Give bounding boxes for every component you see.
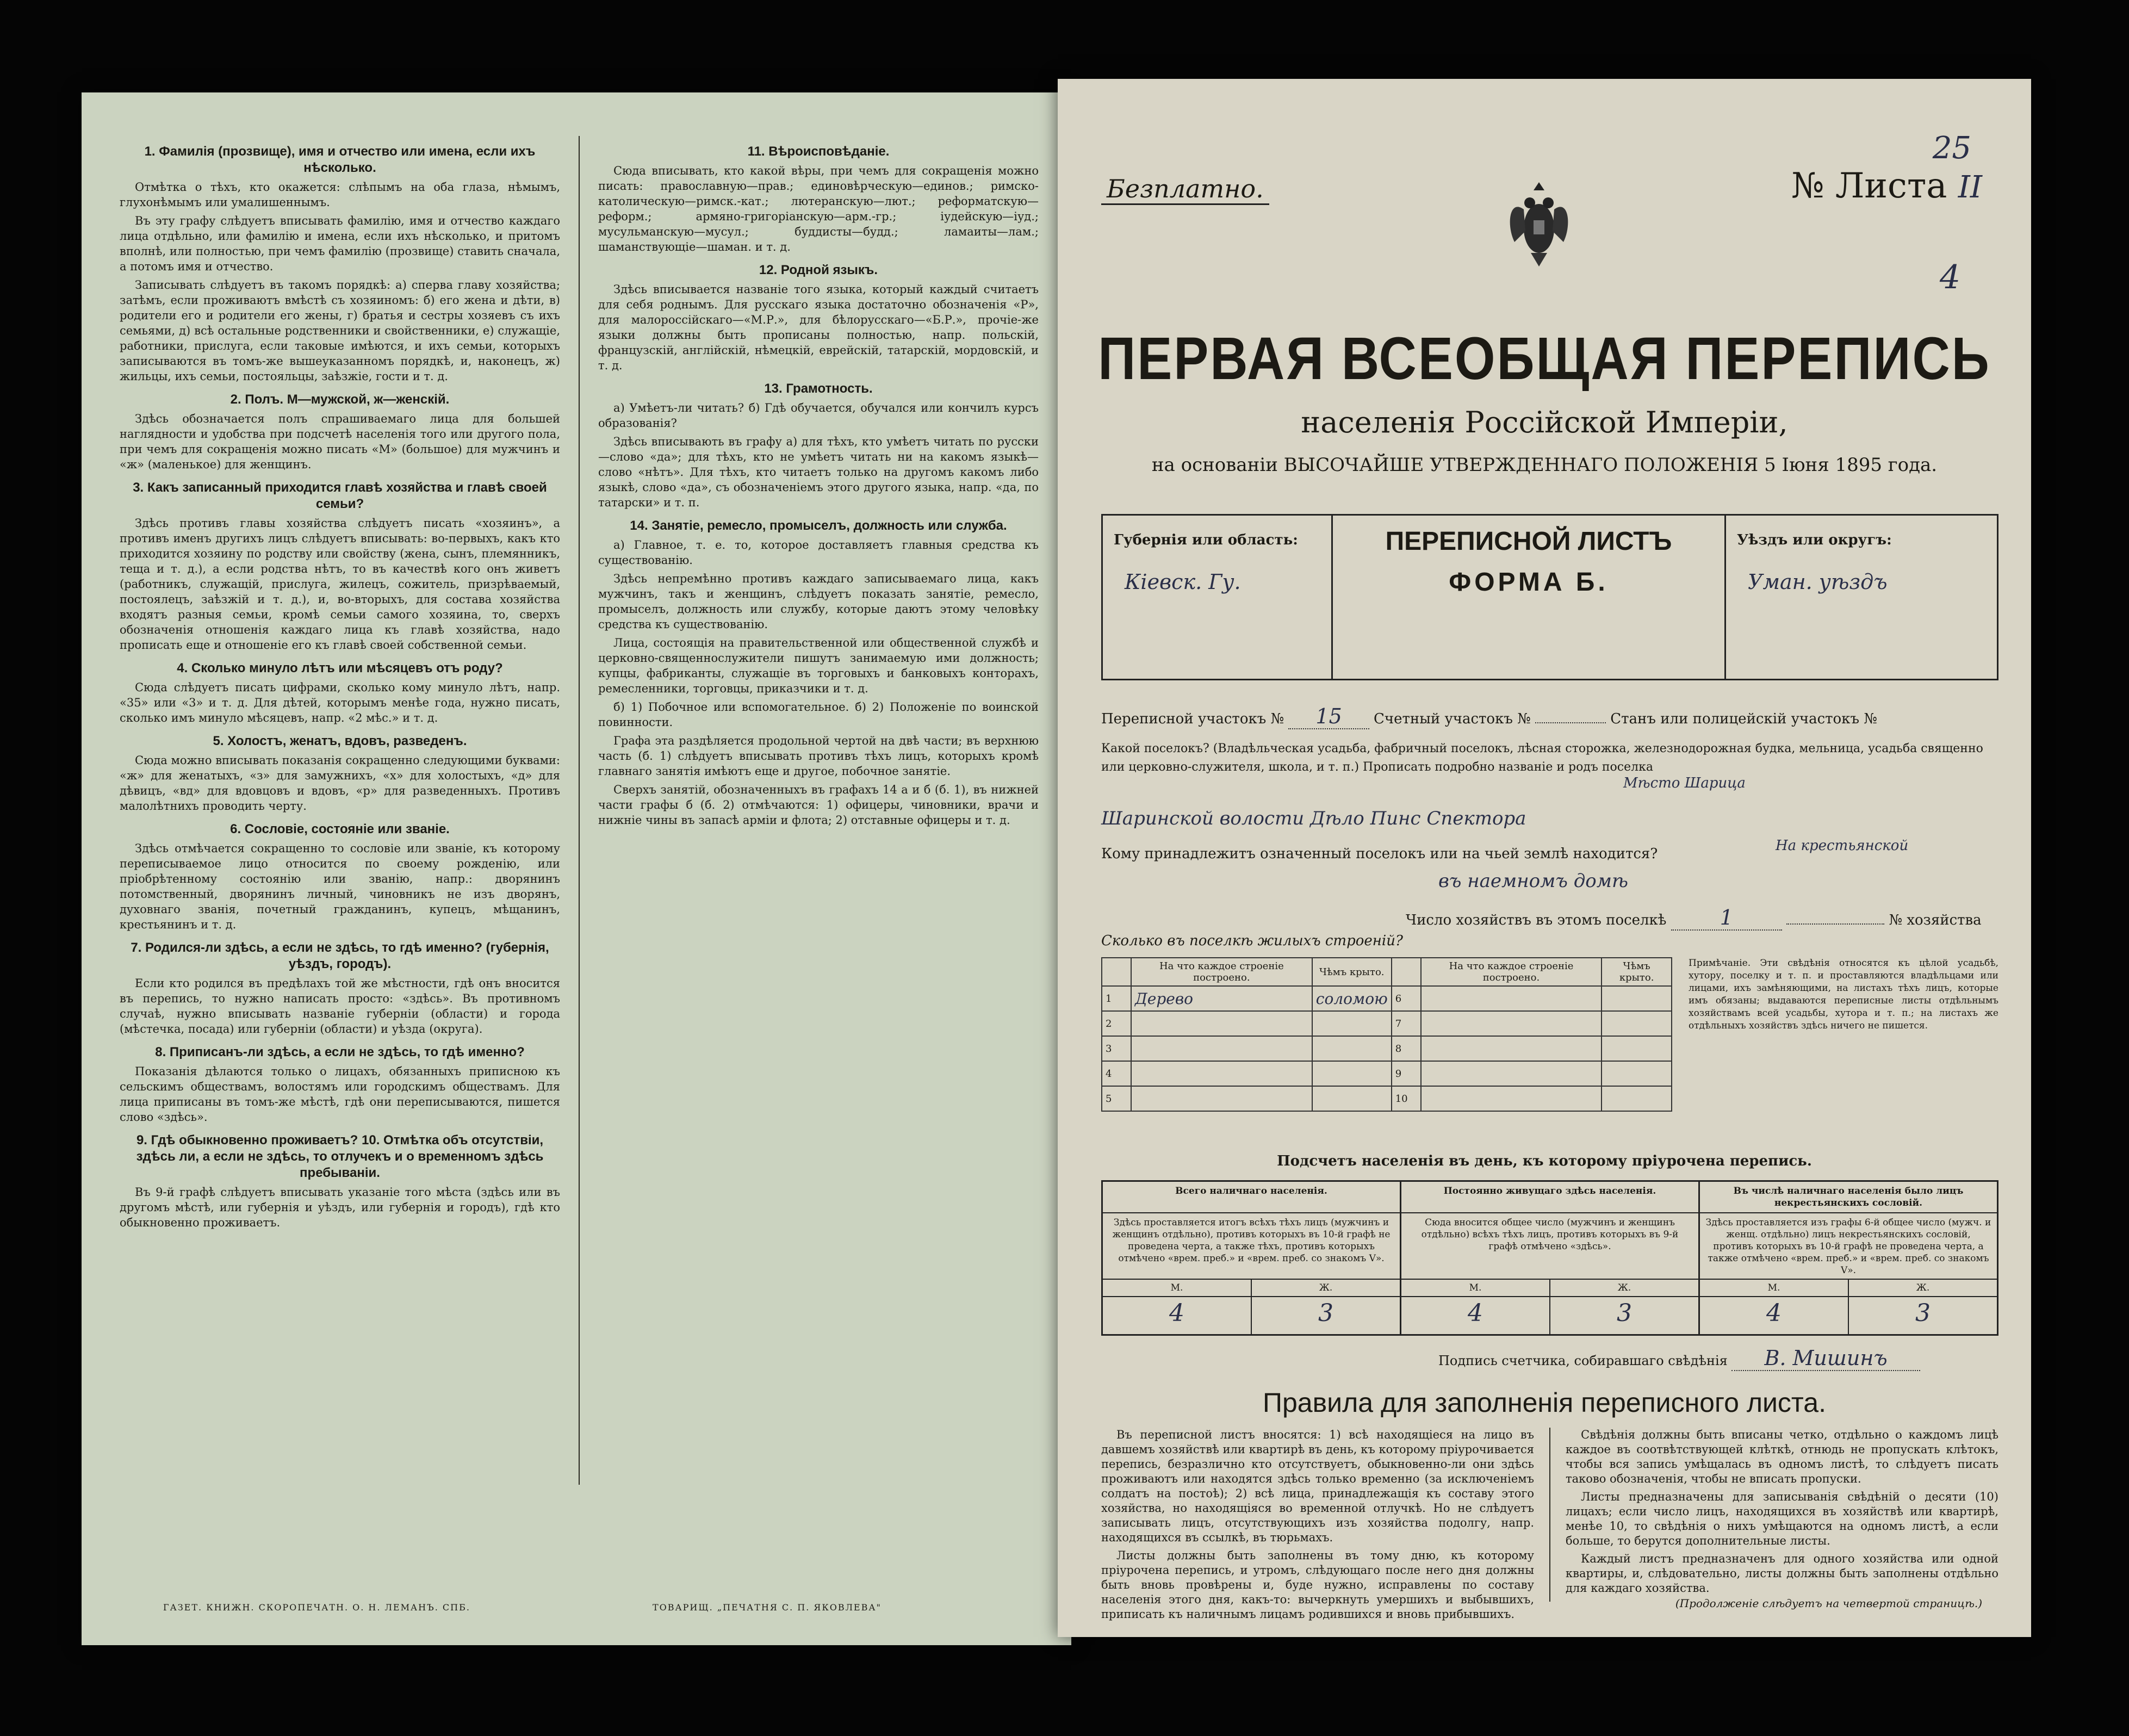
male-label: М.: [1401, 1280, 1550, 1296]
section-heading: 3. Какъ записанный приходится главѣ хозяйства и главѣ своей семьи?: [133, 480, 547, 511]
section-paragraph: Сюда можно вписывать показанія сокращенно следующими буквами: «ж» для женатыхъ, «з» для замужнихъ, «х» для холостыхъ, «д» для дѣвицъ, «вд» для вдовцовъ и вдовъ, «р» для разведенныхъ. Противъ малолѣтнихъ проводить черту.: [120, 754, 560, 813]
imprint-right: ТОВАРИЩ. „ПЕЧАТНЯ С. П. ЯКОВЛЕВА": [653, 1602, 882, 1613]
section-paragraph: Здѣсь отмѣчается сокращенно то сословіе или званіе, къ которому переписываемое лицо относится по своему рожденію, или пріобрѣтенному состоянію или званію, напр.: дворянинъ потомственный, дворянинъ личный, чиновникъ не изъ дворянъ, духовнаго званія, почетный гражданинъ, купецъ, мѣщанинъ, крестьянинъ и т. д.: [120, 842, 560, 931]
section-paragraph: Показанія дѣлаются только о лицахъ, обязанныхъ приписною къ сельскимъ обществамъ, волостямъ или городскимъ обществамъ. Для лица приписаны въ томъ-же мѣстѣ, гдѣ они переписываются, пишется слово «здѣсь».: [120, 1065, 560, 1124]
header-boxes: [1101, 514, 1998, 680]
rules-continue: (Продолженіе слѣдуетъ на четвертой страницѣ.): [1675, 1597, 1982, 1610]
rules-column-2: [1566, 1428, 1998, 1602]
section-paragraph: Сверхъ занятій, обозначенныхъ въ графахъ 14 а и б (б. 1), въ нижней части графы б (б. 2) отмѣчаются: 1) офицеры, чиновники, врачи и нижніе чины въ запасѣ армiи и флота; 2) отставные офицеры и т. д.: [598, 783, 1039, 827]
handwritten-sheet-number: 25: [1932, 131, 1971, 166]
settlement-value: Мѣсто Шарица: [1623, 775, 1746, 791]
bld-row-num: 1: [1102, 986, 1131, 1011]
district-value: 15: [1288, 704, 1369, 729]
section-paragraph: Здѣсь вписывается названіе того языка, который каждый считаетъ для себя роднымъ. Для русскаго языка достаточно обозначенія «Р», для малороссійскаго—«М.Р.», для бѣлорусскаго—«Б.Р.», прочіе-же языки должны быть прописаны полностью, напр. польскій, французскій, англійскій, нѣмецкій, еврейскій, татарскій, мордовскій, и т. д.: [598, 283, 1039, 372]
section-heading: 7. Родился-ли здѣсь, а если не здѣсь, то гдѣ именно? (губернія, уѣздъ, городъ).: [131, 940, 549, 971]
female-label: Ж.: [1617, 1282, 1631, 1293]
signature-label: Подпись счетчика, собиравшаго свѣдѣнія: [1438, 1353, 1728, 1368]
households-line: [1406, 906, 1982, 929]
households-label: Число хозяйствъ въ этомъ поселкѣ: [1406, 912, 1667, 928]
section-paragraph: Сюда слѣдуетъ писать цифрами, сколько кому минуло лѣтъ, напр. «35» или «3» и т. д. Для дѣтей, которымъ менѣе года, нужно писать, сколько имъ минуло мѣсяцевъ, напр. «2 мѣс.» и т. д.: [120, 681, 560, 724]
buildings-note: Примѣчаніе. Эти свѣдѣнія относятся къ цѣлой усадьбѣ, хутору, поселку и т. п. и проставляются владѣльцами или лицами, ихъ замѣняющими, на листахъ тѣхъ лицъ, которые имъ обязаны; выдаваются переписные листы отдѣльнымъ хозяйствамъ всей усадьбы, хутора и т. п.; на листахъ же отдѣльныхъ хозяйствъ здѣсь ничего не пишется.: [1689, 958, 1998, 1031]
rules-title: Правила для заполненія переписного листа.: [1263, 1387, 1826, 1418]
left-page: [82, 92, 1071, 1645]
male-count: 4: [1401, 1297, 1550, 1334]
section-heading: 11. Вѣроисповѣданіе.: [747, 144, 890, 159]
count-column: [1700, 1182, 1997, 1334]
left-column-1: [120, 136, 560, 1485]
section-paragraph: Въ 9-й графѣ слѣдуетъ вписывать указаніе того мѣста (здѣсь или въ другомъ мѣстѣ, или губернія и уѣздъ, или губернія и городъ), гдѣ кто обыкновенно проживаетъ.: [120, 1186, 560, 1229]
gubernia-label: Губернія или область:: [1114, 532, 1298, 548]
rules-paragraph: Свѣдѣнія должны быть вписаны четко, отдѣльно о каждомъ лицѣ каждое въ соотвѣтствующей клѣткѣ, отнюдь не пропускать клѣтокъ, чтобы вся запись умѣщалась въ одномъ листѣ, то слѣдуетъ писать таково обозначенія, чтобы не вписать пропуски.: [1566, 1428, 1998, 1485]
section-paragraph: Сюда вписывать, кто какой вѣры, при чемъ для сокращенія можно писать: православную—прав.; единовѣрческую—единов.; римско-католическую—римск.-кат.; лютеранскую—лют.; реформатскую—реформ.; армяно-григоріанскую—арм.-гр.; іудейскую—іуд.; мусульманскую—мусул.; буддисты—будд.; ламаиты—лам.; шаманствующіе—шаман. и т. д.: [598, 164, 1039, 253]
count-column-heading: Постоянно живущаго здѣсь населенія.: [1401, 1182, 1698, 1213]
section-heading: 14. Занятіе, ремесло, промыселъ, должность или служба.: [630, 518, 1007, 533]
section-heading: 12. Родной языкъ.: [759, 263, 878, 277]
buildings-table: [1101, 957, 1672, 1112]
district-line: [1101, 704, 1877, 728]
rules-divider: [1549, 1428, 1550, 1602]
section-paragraph: Лица, состоящія на правительственной или общественной службѣ и церковно-священнослужители пишутъ занимаемую ими должность; купцы, фабриканты, служащіе въ торговыхъ и банковыхъ конторахъ, ремесленники, торговцы, приказчики и т. д.: [598, 636, 1039, 695]
section-paragraph: б) 1) Побочное или вспомогательное. б) 2) Положеніе по воинской повинности.: [598, 700, 1039, 729]
rules-paragraph: Листы предназначены для записыванія свѣдѣній о десяти (10) лицахъ; если число лицъ, находящихся въ хозяйствѣ или квартирѣ, менѣе 10, то свѣдѣнія о нихъ умѣщаются на одномъ листѣ, а если больше, то берутся дополнительные листы.: [1566, 1490, 1998, 1547]
bld-material: Дерево: [1131, 986, 1312, 1011]
uezd-label: Уѣздъ или округъ:: [1737, 532, 1892, 548]
form-title: ПЕРЕПИСНОЙ ЛИСТЪ: [1385, 527, 1672, 556]
bld-head-roof-2: Чѣмъ крыто.: [1602, 958, 1672, 986]
section-heading: 6. Сословіе, состояніе или званіе.: [230, 822, 450, 836]
male-count: 4: [1103, 1297, 1252, 1334]
household-number-label: № хозяйства: [1889, 912, 1982, 928]
handwritten-mark: 4: [1939, 258, 1960, 296]
left-column-2: [598, 136, 1039, 1485]
bld-row-num: 9: [1392, 1061, 1421, 1086]
bld-row-num: 7: [1392, 1011, 1421, 1036]
police-district-label: Станъ или полицейскій участокъ №: [1610, 711, 1877, 727]
male-label: М.: [1103, 1280, 1252, 1296]
rules-paragraph: Каждый листъ предназначенъ для одного хозяйства или одной квартиры, и, слѣдовательно, листы должны быть заполнены отдѣльно для каждаго хозяйства.: [1566, 1552, 1998, 1595]
section-heading: 8. Приписанъ-ли здѣсь, а если не здѣсь, то гдѣ именно?: [155, 1045, 525, 1059]
left-columns: [120, 136, 1039, 1485]
section-paragraph: а) Умѣетъ-ли читать? б) Гдѣ обучается, обучался или кончилъ курсъ образованія?: [598, 401, 1039, 430]
count-column-description: Здѣсь проставляется итогъ всѣхъ тѣхъ лицъ (мужчинъ и женщинъ отдѣльно), противъ которыхъ въ 10-й графѣ не проведена черта, а также тѣхъ, противъ которыхъ отмѣчено «врем. преб.» и «врем. преб. со знакомъ V».: [1103, 1213, 1400, 1280]
bld-head-material: На что каждое строеніе построено.: [1131, 958, 1312, 986]
bld-row-num: 6: [1392, 986, 1421, 1011]
count-district-label: Счетный участокъ №: [1374, 711, 1531, 727]
census-title: ПЕРВАЯ ВСЕОБЩАЯ ПЕРЕПИСЬ: [1098, 325, 1991, 392]
population-count-table: [1101, 1180, 1998, 1336]
settlement-question: Какой поселокъ? (Владѣльческая усадьба, фабричный поселокъ, лѣсная сторожка, железнодорожная будка, мельница, усадьба священно или церковно-служителя, школа, и т. п.) Прописать подробно названіе и родъ поселка: [1101, 742, 1983, 774]
section-paragraph: Здѣсь вписывають въ графу а) для тѣхъ, кто умѣетъ читать по русски—слово «да»; для тѣхъ, кто не умѣетъ читать ни на какомъ языкѣ—слово «нѣтъ». Для тѣхъ, кто читаетъ только на другомъ какомъ либо языкѣ, слово «да», съ обозначеніемъ этого другого языка, напр. «да, по татарски» и т. п.: [598, 435, 1039, 509]
bld-row-num: 2: [1102, 1011, 1131, 1036]
right-page: [1058, 79, 2031, 1637]
section-heading: 13. Грамотность.: [764, 381, 873, 396]
male-label: М.: [1700, 1280, 1849, 1296]
female-count: 3: [1915, 1299, 1931, 1327]
section-paragraph: Отмѣтка о тѣхъ, кто окажется: слѣпымъ на оба глаза, нѣмымъ, глухонѣмымъ или умалишеннымъ.: [120, 181, 560, 209]
sheet-number-value: II: [1958, 170, 1982, 205]
uezd-value: Уман. уѣздъ: [1748, 570, 1888, 594]
uezd-box: [1726, 516, 1997, 679]
section-heading: 1. Фамилія (прозвище), имя и отчество или имена, если ихъ нѣсколько.: [144, 144, 536, 175]
bld-roof: соломою: [1312, 986, 1392, 1011]
count-column: [1401, 1182, 1700, 1334]
census-subtitle: населенія Россійской Имперіи,: [1301, 405, 1788, 439]
signature-line: [1438, 1346, 1920, 1370]
rules-paragraph: Листы должны быть заполнены въ тому дню, къ которому пріурочена перепись, и утромъ, слѣдующаго после него дня должны быть вновь провѣрены и, буде нужно, исправлены по составу населенія этого дня, какъ-то: вычеркнуть умершихъ и выбывшихъ, приписать къ наличнымъ лицамъ родившихся и вновь прибывшихъ.: [1101, 1549, 1534, 1621]
count-title: Подсчетъ населенія въ день, къ которому пріурочена перепись.: [1277, 1153, 1812, 1169]
section-paragraph: Записывать слѣдуетъ въ такомъ порядкѣ: а) сперва главу хозяйства; затѣмъ, если проживаютъ вмѣстѣ съ хозяиномъ: б) его жена и дѣти, в) родители его и родители его жены, г) братья и сестры хозяевъ съ ихъ семьями, д) всѣ остальные родственники и свойственники, е) служащіе, работники, прислуга, если таковые имѣются, и ихъ семьи, которыхъ записываются въ томъ-же вышеуказанномъ порядкѣ, и, наконецъ, ж) жильцы, ихъ семьи, постояльцы, заѣзжіе, гости и т. д.: [120, 278, 560, 383]
gubernia-value: Кіевск. Гу.: [1125, 570, 1241, 594]
female-count: 3: [1318, 1299, 1333, 1327]
count-column-heading: Всего наличнаго населенія.: [1103, 1182, 1400, 1213]
households-value: 1: [1671, 906, 1782, 931]
bld-head-material-2: На что каждое строеніе построено.: [1421, 958, 1602, 986]
owner-value-2: въ наемномъ домѣ: [1438, 870, 1628, 892]
section-heading: 9. Гдѣ обыкновенно проживаетъ? 10. Отмѣтка объ отсутствіи, здѣсь ли, а если не здѣсь, то отлучекъ и о временномъ здѣсь пребываніи.: [136, 1133, 544, 1180]
rules-paragraph: Въ переписной листъ вносятся: 1) всѣ находящіеся на лицо въ давшемъ хозяйствѣ или квартирѣ въ день, къ которому пріурочивается перепись, безразлично кто отсутствуетъ, обыкновенно-ли они здѣсь проживаютъ или находятся здѣсь только временно (за исключеніемъ солдатъ на постоѣ); 2) всѣ лица, принадлежащія къ составу этого хозяйства, но находящіяся во временной отлучкѣ. Но не слѣдуетъ записывать лицъ, отсутствующихъ изъ хозяйства подолгу, напр. находящихся въ ссылкѣ, въ тюрьмахъ.: [1101, 1428, 1534, 1544]
section-heading: 2. Полъ. М—мужской, ж—женскій.: [230, 392, 450, 407]
female-count: 3: [1617, 1299, 1632, 1327]
count-column-heading: Въ числѣ наличнаго населенія было лицъ некрестьянскихъ сословій.: [1700, 1182, 1997, 1213]
section-paragraph: Здѣсь обозначается полъ спрашиваемаго лица для большей наглядности и удобства при подсчетѣ населенія того или другого пола, при чемъ для сокращенія можно писать «М» (большое) для мужчинъ и «ж» (маленькое) для женщинъ.: [120, 412, 560, 471]
owner-value: На крестьянской: [1776, 838, 1909, 854]
section-paragraph: а) Главное, т. е. то, которое доставляетъ главныя средства къ существованію.: [598, 538, 1039, 567]
section-heading: 5. Холостъ, женатъ, вдовъ, разведенъ.: [213, 734, 467, 748]
gubernia-box: [1103, 516, 1333, 679]
male-count: 4: [1700, 1297, 1849, 1334]
bld-row-num: 3: [1102, 1036, 1131, 1061]
imprint-left: ГАЗЕТ. КНИЖН. СКОРОПЕЧАТН. О. Н. ЛЕМАНЪ. СПБ.: [163, 1602, 470, 1613]
settlement-value-2: Шаринской волости Дѣло Пинс Спектора: [1101, 808, 1526, 829]
female-label: Ж.: [1916, 1282, 1930, 1293]
sheet-number: [1791, 166, 1982, 206]
count-column: [1103, 1182, 1401, 1334]
district-label: Переписной участокъ №: [1101, 711, 1284, 727]
section-paragraph: Графа эта раздѣляется продольной чертой на двѣ части; въ верхнюю часть (б. 1) слѣдуетъ вписывать противъ тѣхъ лицъ, которыхъ кромѣ главнаго занятія имѣютъ еще и другое, побочное занятіе.: [598, 734, 1039, 778]
bld-row-num: 5: [1102, 1086, 1131, 1111]
form-title-box: [1333, 516, 1726, 679]
bld-row-num: 8: [1392, 1036, 1421, 1061]
section-paragraph: Если кто родился въ предѣлахъ той же мѣстности, гдѣ онъ вносится въ перепись, то нужно написать просто: «здѣсь». Въ противномъ случаѣ, нужно вписывать названіе губерніи (области) и города (мѣстечка, посада) или губерніи (области) и уѣзда (округа).: [120, 977, 560, 1036]
free-label: Безплатно.: [1101, 174, 1269, 205]
section-heading: 4. Сколько минуло лѣтъ или мѣсяцевъ отъ роду?: [177, 661, 503, 675]
count-column-description: Здѣсь проставляется изъ графы 6-й общее число (мужч. и женщ. отдѣльно) лицъ некрестьянскихъ сословій, противъ которыхъ въ 10-й графѣ не проведена черта, а также отмѣчено «врем. преб.» и «врем. преб. со знакомъ V».: [1700, 1213, 1997, 1280]
sheet-number-label: № Листа: [1791, 166, 1947, 206]
buildings-question: Сколько въ поселкѣ жилыхъ строеній?: [1101, 933, 1403, 949]
column-divider: [579, 136, 580, 1485]
count-column-description: Сюда вносится общее число (мужчинъ и женщинъ отдѣльно) всѣхъ тѣхъ лицъ, противъ которыхъ въ 9-й графѣ отмѣчено «здѣсь».: [1401, 1213, 1698, 1280]
section-paragraph: Въ эту графу слѣдуетъ вписывать фамилію, имя и отчество каждаго лица отдѣльно, или фамилію и имена, если ихъ нѣсколько, и притомъ вполнѣ, или полностью, при чемъ фамилію (прозвище) ставить сначала, а потомъ имя и отчество.: [120, 214, 560, 273]
census-decree: на основаніи ВЫСОЧАЙШЕ УТВЕРЖДЕННАГО ПОЛОЖЕНІЯ 5 Іюня 1895 года.: [1151, 454, 1938, 476]
double-headed-eagle-emblem: [1504, 177, 1574, 269]
rules-column-1: [1101, 1428, 1534, 1621]
form-subtitle: ФОРМА Б.: [1449, 568, 1609, 597]
bld-row-num: 4: [1102, 1061, 1131, 1086]
female-label: Ж.: [1319, 1282, 1333, 1293]
owner-question: Кому принадлежитъ означенный поселокъ или на чьей землѣ находится?: [1101, 846, 1658, 862]
signature-value: В. Мишинъ: [1731, 1346, 1920, 1371]
section-paragraph: Здѣсь непремѣнно противъ каждаго записываемаго лица, какъ мужчинъ, такъ и женщинъ, слѣдуетъ показать занятіе, ремесло, промыселъ, должность или службу, которые даютъ этому человѣку средства къ существованію.: [598, 572, 1039, 631]
bld-head-roof: Чѣмъ крыто.: [1312, 958, 1392, 986]
bld-row-num: 10: [1392, 1086, 1421, 1111]
section-paragraph: Здѣсь противъ главы хозяйства слѣдуетъ писать «хозяинъ», а противъ именъ другихъ лицъ слѣдуетъ вписывать: во-первыхъ, какъ кто приходится хозяину по родству или свойству (жена, сынъ, племянникъ, теща и т. д.), а если родства нѣтъ, то въ качествѣ кого онъ живетъ (работникъ, служащій, прислуга, жилецъ, сожитель, призрѣваемый, постоялецъ, заѣзжій и т. д.), и, во-вторыхъ, для состава хозяйства входятъ разныя семьи, кромѣ семьи самого хозяина, то, сверхъ обозначенія отношенія каждаго лица къ главѣ хозяйства, надо прописать еще и отношеніе его къ главѣ своей собственной семьи.: [120, 517, 560, 652]
